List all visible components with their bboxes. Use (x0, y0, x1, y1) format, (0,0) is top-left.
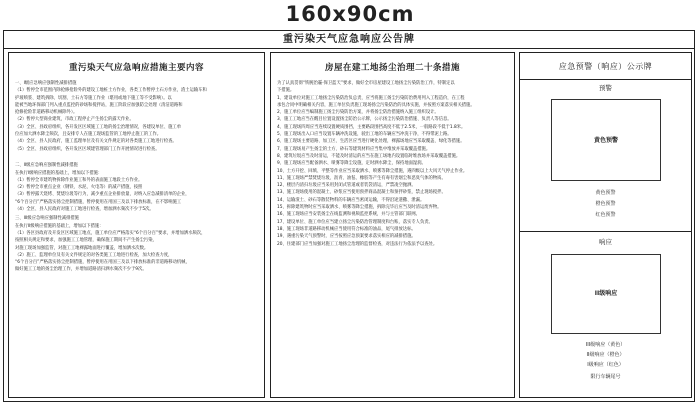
text-line: （1）暂停全市建筑物拆除作业施工和外的表面施工地段土方作业。 (15, 177, 143, 183)
section-divider (520, 231, 691, 232)
warning-level-list (520, 188, 691, 221)
text-line: 对施工现场加强监管，对施工工地裸露地面进行覆盖，增加洒水次数。 (15, 245, 149, 251)
text-line: 7、施工现场易产生扬尘的土方、砂石等建筑材料应当集中堆放并采取覆盖措施。 (277, 146, 431, 152)
text-line: 抢修抢险非道路移动机械除外）。 (15, 110, 78, 116)
text-line: 在执行I级响应措施的基础上，增加以下措施： (15, 170, 103, 176)
warning-notice-panel (519, 52, 692, 398)
text-line: 13、施工现场使用的混凝土、砂浆应当使用预拌商品混凝土和预拌砂浆，禁止现场搅拌。 (277, 190, 446, 196)
dust-control-text (271, 80, 514, 248)
text-line: 6、施工现场主要道路、加工区、生活区应当进行硬化处理，裸露场地应当采取覆盖、绿化等措施。 (277, 139, 465, 145)
response-measures-text (9, 80, 264, 274)
text-line: 15、拆除建筑物时应当采取洒水、喷雾等降尘措施，拆除完毕后应当及时清运废弃物。 (277, 205, 442, 211)
response-measures-title: 重污染天气应急响应措施主要内容 (68, 63, 204, 73)
text-line: 11、施工现场严禁焚烧垃圾、沥青、油毡、橡胶等产生有毒有害烟尘和恶臭气体的物质。 (277, 175, 446, 181)
text-line: 17、建设单位、施工单位应当建立扬尘污染防治管理制度和台账，落实专人负责。 (277, 219, 433, 225)
text-line: （3）暂停露天烧烤、焚烧垃圾等行为，减少重点企业排放量，对纳入应急减排清单的企业， (15, 192, 190, 198)
dust-control-panel (270, 52, 515, 398)
text-line: 三、III级应急响应强制性减排措施 (15, 216, 79, 222)
response-heading: 响应 (599, 238, 612, 246)
warning-heading: 预警 (599, 84, 612, 92)
response-sign-label: II级响应 (594, 290, 618, 297)
response-level-list (520, 340, 691, 382)
size-label: 160x90cm (285, 2, 415, 26)
text-line: 12、楼层内清扫垃圾应当采用封闭式管道或者装袋清运，严禁凌空抛洒。 (277, 183, 416, 189)
text-line: （2）暂停全市重点企业（钢铁、水泥、火电等）的减产措施，按照 (15, 185, 143, 191)
warning-level-yellow: 黄色预警 (595, 190, 616, 196)
text-line: （2）暂停大型商业建筑，市政工程停止产生扬尘的露天作业。 (15, 117, 134, 123)
title-divider (520, 79, 691, 80)
text-line (15, 153, 258, 160)
text-line: 按照相关规定和要求，加强施工工地管理，确保施工期间不产生扬尘污染， (15, 238, 157, 244)
text-line: 9、施工现场应当配备洒水、喷雾等降尘设施，定时洒水降尘，保持地面湿润。 (277, 161, 426, 167)
text-line: 8、建筑垃圾应当及时清运，不能及时清运的应当在施工场地内设置临时堆放场并采取覆盖措施。 (277, 153, 461, 159)
response-level-1: I级响应（红色） (587, 362, 624, 368)
text-line: 承包合同中明确相关内容，施工单位负责施工现场扬尘污染防治的具体实施，并按照方案落实相关措施。 (277, 102, 475, 108)
text-line: 2、施工单位应当编制施工扬尘污染防治方案，并将扬尘防治措施纳入施工组织设计。 (277, 110, 439, 116)
text-line: 位应加大洒水降尘频次，且安排专人在施工现场监管的工地停止施工的工作。 (15, 132, 162, 138)
text-line: 3、施工工地应当在醒目位置设置扬尘防治公示牌，公示扬尘污染防治措施、负责人等信息。 (277, 117, 452, 123)
text-line: 做好施工工地的扬尘治理工作，并增加道路清扫洒水频次不少于9次。 (15, 267, 147, 273)
text-line: 19、遇重污染天气预警时，应当按照应急预案要求落实相应的减排措施。 (277, 234, 416, 240)
text-line: （5）全区、县政府组织，各开发区区域建管理部门工作开展情况进行检查。 (15, 146, 160, 152)
text-line: 14、运输渣土、砂石等散装物料的车辆应当密闭运输，不得沿途遗撒、泄漏。 (277, 197, 425, 203)
text-line: （4）全区、县人民政府对施工工地进行检查，增加洒水频次不少于5次。 (15, 207, 154, 213)
response-level-2: II级响应（橙色） (586, 352, 625, 358)
warning-sign-box (551, 99, 661, 181)
warning-sign-label: 黄色预警 (593, 137, 618, 144)
text-line: （1）各区县政府及开发区区域施工地点，施工单位应严格落实“6个百分百”要求，并增加洒水频次， (15, 230, 206, 236)
text-line: 一、I级应急响应强制性减排措施 (15, 81, 77, 86)
text-line: （4）全区、县人民政府，施工监理单位及有关文件规定的对各类施工工地进行检查。 (15, 139, 177, 145)
text-line: 4、施工现场四周应当连续设置硬质围挡，主要路段围挡高度不低于2.5米，一般路段不低于1.8米。 (277, 124, 466, 130)
text-line: 护坡喷浆、建筑拆除、切割、土石方等施工作业（堪用或地下施工等不受影响）。以 (15, 95, 172, 101)
response-sign-box (551, 254, 661, 334)
text-line: 能被当地环保部门列入重点监控的砂场和搅拌站，施工阶段应加强防尘处理（清洁道路和 (15, 102, 183, 108)
text-line: 二、II级应急响应强制性减排措施 (15, 163, 78, 169)
warning-level-orange: 橙色预警 (595, 201, 616, 207)
text-line: 1、建设单位对施工工地扬尘污染防治负总责，应当将施工扬尘污染防治费用列入工程造价，在工程 (277, 95, 465, 101)
text-line: 下措施。 (277, 88, 295, 94)
text-line: 10、土方开挖、回填、平整等作业应当采取洒水、喷雾等降尘措施，遇四级以上大风天气停止作业。 (277, 168, 468, 174)
text-line: “6个百分百”严格落实扬尘控制措施，暂停使用在用国三及以下排放标准的非道路移动机械， (15, 260, 190, 266)
dust-control-title: 房屋在建工地扬尘治理二十条措施 (324, 63, 460, 73)
plate-restriction-label: 限行车辆尾号 (590, 374, 621, 380)
text-line: 为了认真贯彻“铁腕治霾·保卫蓝天”要求，做好全市房屋建设工地扬尘污染防治工作，特制定以 (277, 81, 455, 86)
text-line: “6个百分百”严格落实扬尘控制措施，暂停使用在用国三及以下排放标准，在不影响施工 (15, 199, 182, 205)
text-line: （3）全区、县政府组织，各开发区区域施工工地的扬尘治理情况，各建设单位、施工单 (15, 124, 182, 130)
text-line: 5、施工现场出入口应当设置车辆冲洗设施，驶出工地的车辆应当冲洗干净，不得带泥上路。 (277, 132, 452, 138)
notice-board (3, 30, 695, 402)
text-line: 16、施工现场应当安装扬尘在线监测和视频监控系统，并与主管部门联网。 (277, 212, 420, 218)
text-line: （1）暂停全市范围内除抢修抢险外的建设工地桩土方作业，各类工作暂停土石方作业，渣土运输车和 (15, 88, 207, 94)
text-line: （2）施工、监理单位及有关文件规定的对各类施工工地进行检查，加大检查力度， (15, 252, 173, 258)
response-level-3: III级响应（黄色） (585, 342, 626, 348)
warning-notice-title: 应急预警（响应）公示牌 (558, 62, 653, 71)
board-title: 重污染天气应急响应公告牌 (4, 31, 694, 49)
response-measures-panel (8, 52, 265, 398)
text-line: 18、施工现场非道路移动机械应当使用符合标准的油品，尾气排放达标。 (277, 226, 416, 232)
warning-level-red: 红色预警 (595, 212, 616, 218)
text-line: 在执行II级响应措施的基础上，增加以下措施： (15, 223, 104, 229)
text-line: 20、住建部门应当加强对施工工地扬尘治理的监督检查，对违法行为依法予以查处。 (277, 241, 438, 247)
